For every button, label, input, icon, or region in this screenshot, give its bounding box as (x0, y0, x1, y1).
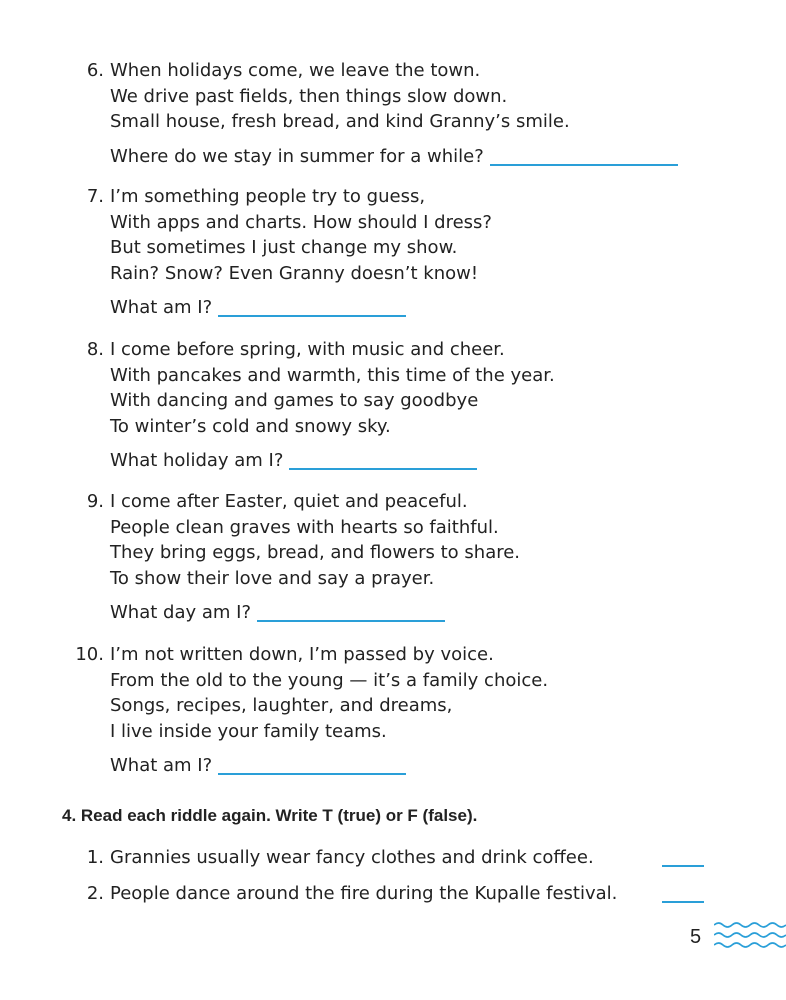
riddle-line: I live inside your family teams. (110, 720, 387, 742)
riddle-line: When holidays come, we leave the town. (110, 60, 481, 81)
riddle-line: With dancing and games to say goodbye (110, 390, 479, 411)
riddle-question (110, 296, 406, 320)
riddle-lines (110, 58, 570, 135)
riddle-line: To winter’s cold and snowy sky. (110, 415, 391, 437)
exercise-4-title: 4. Read each riddle again. Write T (true) or F (false). (62, 806, 478, 825)
riddle-line: People clean graves with hearts so faithful. (110, 516, 499, 538)
answer-blank[interactable] (289, 468, 477, 470)
riddle-number: 7. (86, 186, 104, 207)
item-number: 1. (86, 847, 104, 868)
question-text: What am I? (110, 755, 213, 776)
answer-blank[interactable] (662, 865, 704, 867)
riddle-line: But sometimes I just change my show. (110, 237, 458, 258)
answer-blank[interactable] (218, 773, 406, 775)
answer-blank[interactable] (490, 164, 678, 166)
answer-blank[interactable] (662, 901, 704, 903)
riddle-line: Rain? Snow? Even Granny doesn’t know! (110, 262, 479, 284)
true-false-item (0, 845, 786, 871)
page-number: 5 (690, 926, 702, 948)
answer-blank[interactable] (257, 620, 445, 622)
riddle-line: Songs, recipes, laughter, and dreams, (110, 695, 453, 716)
riddle-line: I come after Easter, quiet and peaceful. (110, 491, 468, 512)
riddle-question (110, 145, 678, 169)
riddle-question (110, 601, 445, 625)
answer-blank[interactable] (218, 315, 406, 317)
riddle-question (110, 449, 477, 473)
riddle-lines (110, 337, 555, 439)
item-statement: People dance around the fire during the Kupalle festival. (110, 883, 618, 904)
question-text: What am I? (110, 297, 213, 318)
wave-decoration-icon (714, 920, 786, 950)
riddle-line: I come before spring, with music and cheer. (110, 339, 505, 360)
riddle-number: 6. (86, 60, 104, 81)
riddle-line: From the old to the young — it’s a family choice. (110, 669, 549, 691)
riddle-line: I’m something people try to guess, (110, 186, 426, 207)
riddle-line: To show their love and say a prayer. (110, 567, 435, 589)
riddle-number: 9. (86, 491, 104, 512)
question-text: Where do we stay in summer for a while? (110, 146, 484, 167)
question-text: What day am I? (110, 602, 251, 623)
item-statement: Grannies usually wear fancy clothes and drink coffee. (110, 847, 594, 868)
riddle-lines (110, 489, 520, 591)
riddle-line: I’m not written down, I’m passed by voice. (110, 644, 494, 665)
riddle-line: Small house, fresh bread, and kind Granny’s smile. (110, 111, 570, 132)
riddle-number: 8. (86, 339, 104, 360)
riddle-lines (110, 184, 492, 286)
true-false-item (0, 881, 786, 907)
riddle-line: They bring eggs, bread, and flowers to share. (110, 542, 521, 563)
item-number: 2. (86, 883, 104, 904)
riddle-line: With apps and charts. How should I dress? (110, 211, 492, 233)
riddle-question (110, 754, 406, 778)
riddle-line: With pancakes and warmth, this time of the year. (110, 364, 555, 386)
riddle-line: We drive past fields, then things slow down. (110, 85, 508, 107)
riddle-number: 10. (75, 644, 104, 665)
riddle-lines (110, 642, 548, 744)
question-text: What holiday am I? (110, 450, 284, 471)
